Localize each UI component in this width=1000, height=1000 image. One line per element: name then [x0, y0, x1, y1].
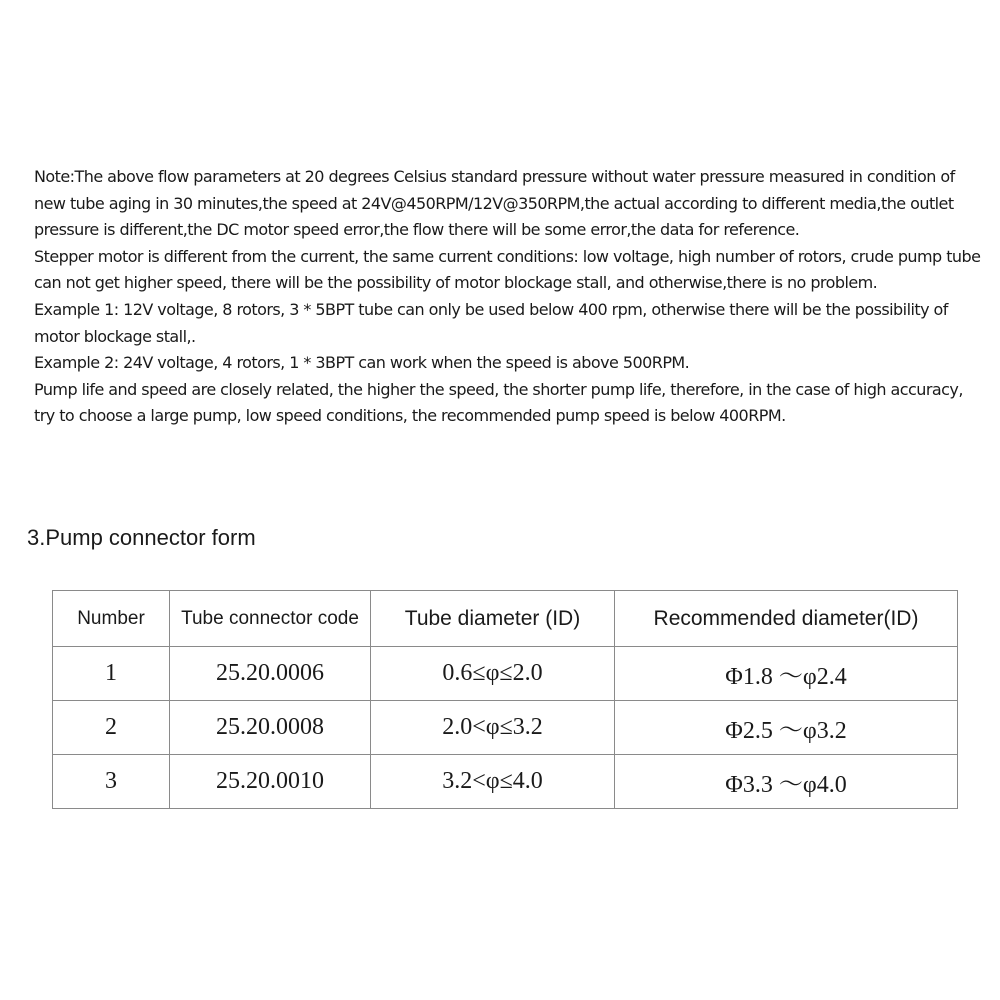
- header-tube-diameter: Tube diameter (ID): [371, 591, 615, 647]
- cell-number: 3: [53, 755, 170, 809]
- cell-tube-diameter: 2.0<φ≤3.2: [371, 701, 615, 755]
- notes-block: [34, 164, 984, 430]
- cell-recommended-diameter: Φ1.8 ～φ2.4: [615, 647, 958, 701]
- section-title: 3.Pump connector form: [27, 525, 256, 550]
- note-paragraph: Note:The above flow parameters at 20 degrees Celsius standard pressure without water pressure measured in condition of new tube aging in 30 minutes,the speed at 24V@450RPM/12V@350RPM,the actual according to different media,the outlet pressure is different,the DC motor speed error,the flow there will be some error,the data for reference.: [34, 167, 955, 240]
- cell-recommended-diameter: Φ3.3 ～φ4.0: [615, 755, 958, 809]
- cell-number: 2: [53, 701, 170, 755]
- note-paragraph: Example 1: 12V voltage, 8 rotors, 3 * 5BPT tube can only be used below 400 rpm, otherwise there will be the possibility of motor blockage stall,.: [34, 299, 948, 346]
- connector-table: [52, 590, 958, 809]
- note-paragraph: Example 2: 24V voltage, 4 rotors, 1 * 3BPT can work when the speed is above 500RPM.: [34, 353, 690, 373]
- cell-recommended-diameter: Φ2.5 ～φ3.2: [615, 701, 958, 755]
- cell-connector-code: 25.20.0006: [170, 647, 371, 701]
- cell-connector-code: 25.20.0008: [170, 701, 371, 755]
- header-number: Number: [53, 591, 170, 647]
- header-tube-connector-code: Tube connector code: [170, 591, 371, 647]
- cell-tube-diameter: 0.6≤φ≤2.0: [371, 647, 615, 701]
- note-paragraph: Pump life and speed are closely related, the higher the speed, the shorter pump life, therefore, in the case of high accuracy, try to choose a large pump, low speed conditions, the recommended pump speed is below 400RPM.: [34, 379, 963, 426]
- table-header-row: [53, 591, 958, 647]
- cell-number: 1: [53, 647, 170, 701]
- table-row: [53, 701, 958, 755]
- cell-tube-diameter: 3.2<φ≤4.0: [371, 755, 615, 809]
- note-paragraph: Stepper motor is different from the current, the same current conditions: low voltage, high number of rotors, crude pump tube can not get higher speed, there will be the possibility of motor blockage stall, and otherwise,there is no problem.: [34, 246, 981, 293]
- header-recommended-diameter: Recommended diameter(ID): [615, 591, 958, 647]
- cell-connector-code: 25.20.0010: [170, 755, 371, 809]
- table-row: [53, 647, 958, 701]
- table-row: [53, 755, 958, 809]
